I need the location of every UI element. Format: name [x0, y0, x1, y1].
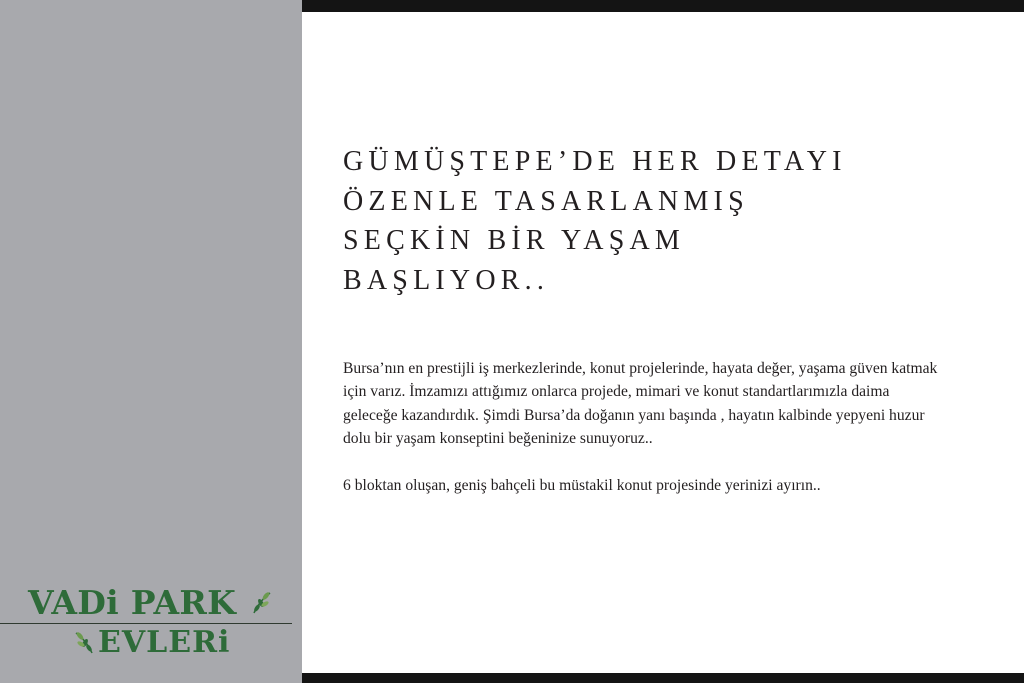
brand-logo [0, 575, 302, 665]
headline [343, 142, 983, 300]
project-paragraph: 6 bloktan oluşan, geniş bahçeli bu müstakil konut projesinde yerinizi ayırın.. [343, 477, 821, 495]
headline-line: SEÇKİN BİR YAŞAM [343, 225, 685, 256]
olive-branch-icon [250, 591, 272, 620]
logo-subtitle: EVLERi [98, 625, 231, 660]
top-bar [302, 0, 1024, 12]
headline-line: ÖZENLE TASARLANMIŞ [343, 185, 749, 217]
intro-paragraph: Bursa’nın en prestijli iş merkezlerinde, konut projelerinde, hayata değer, yaşama güven katmak için varız. İmzamızı attığımız onlarca projede, mimari ve konut standartlarımızla daima geleceğe kazandırdık. Şimdi Bursa’da doğanın yanı başında , hayatın kalbinde yepyeni huzur dolu bir yaşam konseptini beğeninize sunuyoruz.. [343, 360, 938, 448]
bottom-bar [302, 673, 1024, 683]
headline-line: GÜMÜŞTEPE’DE HER DETAYI [343, 146, 847, 177]
body-text [343, 357, 943, 497]
headline-line: BAŞLIYOR.. [343, 264, 550, 296]
olive-branch-icon [74, 631, 96, 660]
logo-title: VADi PARK [28, 583, 237, 622]
